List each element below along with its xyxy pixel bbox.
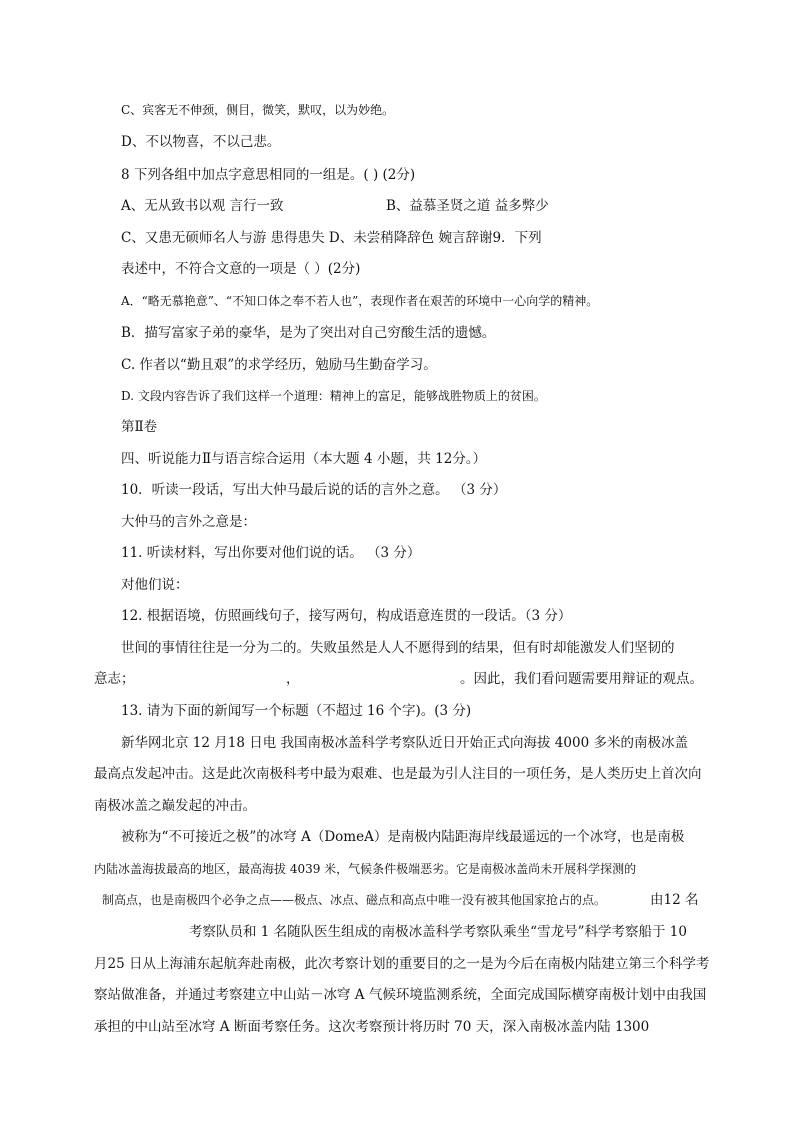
question-12-passage-end: 。因此，我们看问题需要用辩证的观点。: [460, 671, 703, 687]
news-paragraph-1-line-1: 新华网北京 12 月18 日电 我国南极冰盖科学考察队近日开始正式向海拔 4000 多米的南极冰盖: [121, 735, 688, 751]
question-11: 11. 听读材料，写出你要对他们说的话。 （3 分）: [121, 545, 421, 561]
question-12-passage-start: 意志；: [94, 671, 135, 687]
news-paragraph-2-line-3-end: 由12 名: [650, 892, 699, 908]
news-paragraph-2-line-1: 被称为“不可接近之极”的冰穹 A（DomeA）是南极内陆距海岸线最遥远的一个冰穹，也是南极: [121, 829, 685, 845]
news-paragraph-2-line-6: 察站做准备，并通过考察建立中山站－冰穹 A 气候环境监测系统，全面完成国际横穿南极计划中由我国: [94, 987, 707, 1003]
question-12: 12. 根据语境，仿照画线句子，接写两句，构成语意连贯的一段话。（3 分）: [121, 608, 572, 624]
section-heading: 四、听说能力Ⅱ与语言综合运用（本大题 4 小题，共 12分。）: [121, 451, 487, 467]
question-13: 13. 请为下面的新闻写一个标题（不超过 16 个字)。(3 分): [121, 703, 472, 719]
question-10: 10．听读一段话，写出大仲马最后说的话的言外之意。 （3 分）: [121, 482, 507, 498]
question-8-option-a: A、无从致书以观 言行一致: [121, 198, 284, 214]
question-11-answer-label: 对他们说：: [121, 577, 189, 593]
news-paragraph-2-line-4: 考察队员和 1 名随队医生组成的南极冰盖科学考察队乘坐“雪龙号”科学考察船于 10: [189, 924, 687, 940]
news-paragraph-2-line-3: 制高点，也是南极四个必争之点——极点、冰点、磁点和高点中唯一没有被其他国家抢占的点。: [102, 893, 607, 907]
news-paragraph-1-line-2: 最高点发起冲击。这是此次南极科考中最为艰难、也是最为引人注目的一项任务，是人类历史上首次向: [94, 766, 702, 782]
option-c-text: C、宾客无不伸颈，侧目，微笑，默叹，以为妙绝。: [121, 103, 395, 117]
question-9-option-a: A．“略无慕艳意”、“不知口体之奉不若人也”，表现作者在艰苦的环境中一心向学的精神。: [121, 294, 599, 308]
question-12-blank-separator: ，: [286, 671, 300, 687]
news-paragraph-2-line-7: 承担的中山站至冰穹 A 断面考察任务。这次考察预计将历时 70 天，深入南极冰盖内陆 1300: [94, 1019, 650, 1035]
option-d-text: D、不以物喜，不以己悲。: [121, 134, 281, 150]
question-8-options-cd: C、又患无硕师名人与游 患得患失 D、未尝稍降辞色 婉言辞谢9．下列: [121, 230, 542, 246]
news-paragraph-1-line-3: 南极冰盖之巅发起的冲击。: [94, 798, 256, 814]
question-9-option-d: D. 文段内容告诉了我们这样一个道理：精神上的富足，能够战胜物质上的贫困。: [121, 389, 546, 403]
question-8-option-b: B、益慕圣贤之道 益多弊少: [386, 198, 549, 214]
question-9-stem: 表述中，不符合文意的一项是（ ）(2分): [121, 261, 361, 277]
section-title: 第Ⅱ卷: [121, 419, 158, 435]
news-paragraph-2-line-5: 月25 日从上海浦东起航奔赴南极，此次考察计划的重要目的之一是为今后在南极内陆建立第三个科学考: [94, 956, 710, 972]
question-10-answer-label: 大仲马的言外之意是：: [121, 514, 256, 530]
question-12-passage: 世间的事情往往是一分为二的。失败虽然是人人不愿得到的结果，但有时却能激发人们坚韧的: [121, 640, 675, 656]
question-9-option-b: B．描写富家子弟的豪华，是为了突出对自己穷酸生活的遗憾。: [121, 325, 496, 341]
question-8: 8 下列各组中加点字意思相同的一组是。( ) (2分): [121, 167, 416, 183]
question-9-option-c: C. 作者以“勤且艰”的求学经历，勉励马生勤奋学习。: [121, 357, 437, 373]
news-paragraph-2-line-2: 内陆冰盖海拔最高的地区，最高海拔 4039 米，气候条件极端恶劣。它是南极冰盖尚未开展科学探测的: [94, 862, 637, 876]
